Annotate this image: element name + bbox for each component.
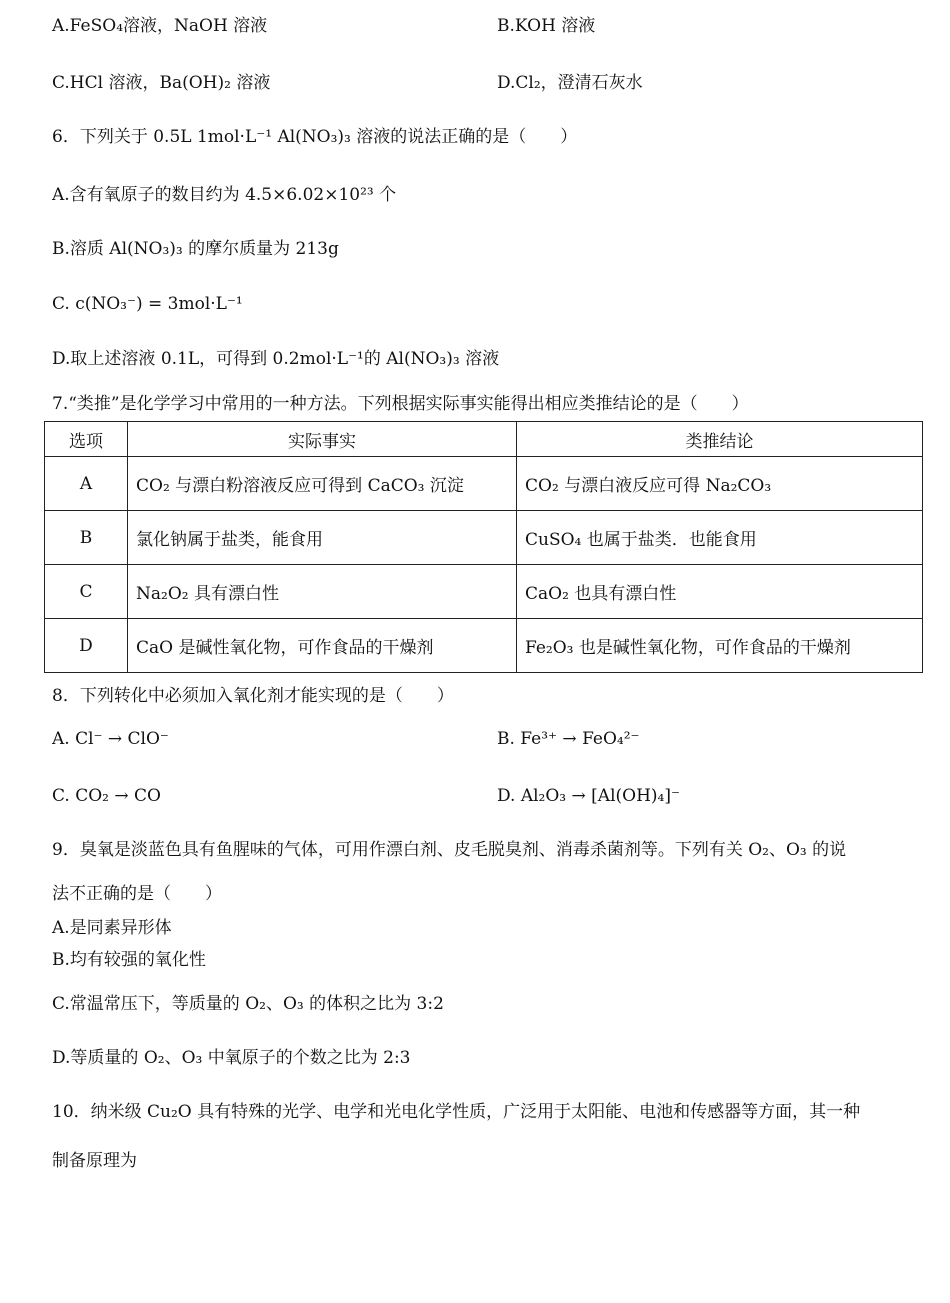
q8-option-c: C. CO₂ → CO	[52, 786, 161, 806]
row-conclusion: Fe₂O₃ 也是碱性氧化物，可作食品的干燥剂	[517, 619, 923, 673]
header-option: 选项	[45, 422, 128, 457]
q5-option-a: A.FeSO₄溶液，NaOH 溶液	[52, 16, 268, 36]
q9-option-c: C.常温常压下，等质量的 O₂、O₃ 的体积之比为 3:2	[52, 994, 444, 1014]
table-header-row	[45, 422, 923, 457]
table-row	[45, 619, 923, 673]
q8-option-b: B. Fe³⁺ → FeO₄²⁻	[497, 729, 640, 749]
header-fact: 实际事实	[128, 422, 517, 457]
q6-option-d: D.取上述溶液 0.1L，可得到 0.2mol·L⁻¹的 Al(NO₃)₃ 溶液	[52, 349, 500, 369]
q8-option-d: D. Al₂O₃ → [Al(OH)₄]⁻	[497, 786, 680, 806]
q5-option-c: C.HCl 溶液，Ba(OH)₂ 溶液	[52, 73, 271, 93]
row-fact: CaO 是碱性氧化物，可作食品的干燥剂	[128, 619, 517, 673]
row-fact: CO₂ 与漂白粉溶液反应可得到 CaCO₃ 沉淀	[128, 457, 517, 511]
q5-option-d: D.Cl₂，澄清石灰水	[497, 73, 643, 93]
row-option: A	[45, 457, 128, 511]
q10-stem-line1: 10．纳米级 Cu₂O 具有特殊的光学、电学和光电化学性质，广泛用于太阳能、电池和传感器等方面，其一种	[52, 1102, 861, 1122]
q6-stem: 6．下列关于 0.5L 1mol·L⁻¹ Al(NO₃)₃ 溶液的说法正确的是（ ）	[52, 127, 578, 147]
q6-option-b: B.溶质 Al(NO₃)₃ 的摩尔质量为 213g	[52, 239, 339, 259]
q9-stem-line1: 9．臭氧是淡蓝色具有鱼腥味的气体，可用作漂白剂、皮毛脱臭剂、消毒杀菌剂等。下列有关 O₂、O₃ 的说	[52, 840, 847, 860]
row-conclusion: CaO₂ 也具有漂白性	[517, 565, 923, 619]
table-row	[45, 565, 923, 619]
q10-stem-line2: 制备原理为	[52, 1151, 137, 1171]
row-conclusion: CO₂ 与漂白液反应可得 Na₂CO₃	[517, 457, 923, 511]
q9-option-b: B.均有较强的氧化性	[52, 950, 206, 970]
table-row	[45, 511, 923, 565]
q9-stem-line2: 法不正确的是（ ）	[52, 884, 222, 904]
q9-option-a: A.是同素异形体	[52, 918, 172, 938]
analogy-table	[44, 421, 923, 673]
q8-stem: 8．下列转化中必须加入氧化剂才能实现的是（ ）	[52, 686, 454, 706]
row-fact: 氯化钠属于盐类，能食用	[128, 511, 517, 565]
row-fact: Na₂O₂ 具有漂白性	[128, 565, 517, 619]
table-row	[45, 457, 923, 511]
row-option: C	[45, 565, 128, 619]
q8-option-a: A. Cl⁻ → ClO⁻	[52, 729, 169, 749]
row-conclusion: CuSO₄ 也属于盐类．也能食用	[517, 511, 923, 565]
q9-option-d: D.等质量的 O₂、O₃ 中氧原子的个数之比为 2:3	[52, 1048, 411, 1068]
row-option: B	[45, 511, 128, 565]
q6-option-c: C. c(NO₃⁻) = 3mol·L⁻¹	[52, 294, 243, 314]
row-option: D	[45, 619, 128, 673]
q7-stem: 7.“类推”是化学学习中常用的一种方法。下列根据实际事实能得出相应类推结论的是（ ）	[52, 394, 749, 414]
header-conclusion: 类推结论	[517, 422, 923, 457]
q5-option-b: B.KOH 溶液	[497, 16, 596, 36]
q6-option-a: A.含有氧原子的数目约为 4.5×6.02×10²³ 个	[52, 185, 397, 205]
